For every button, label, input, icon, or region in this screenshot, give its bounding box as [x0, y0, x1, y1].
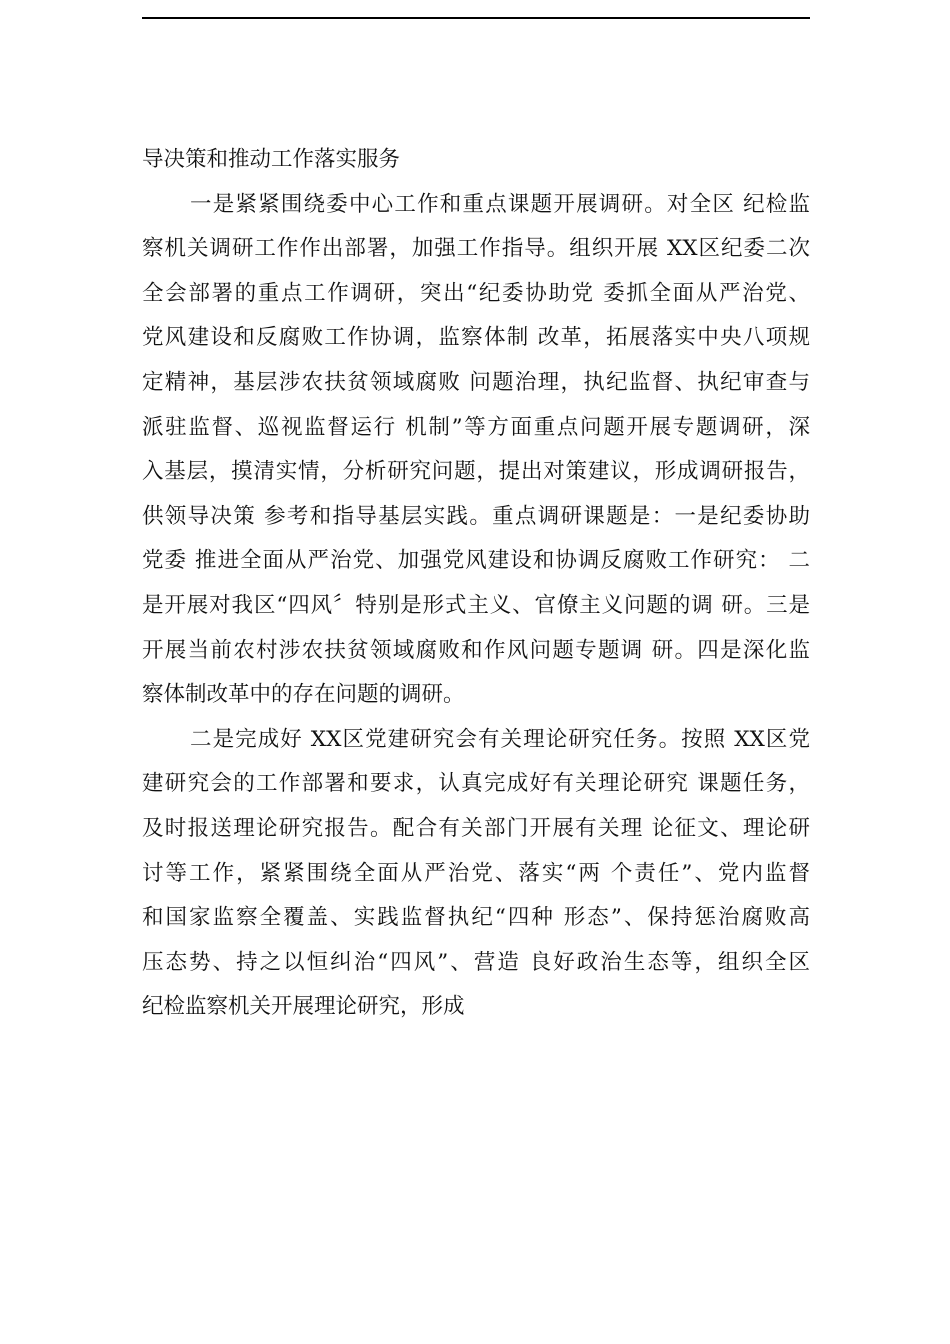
text-line: 建研究会的工作部署和要求，认真完成好有关理论研究 课题任务， [142, 771, 810, 797]
document-body [142, 138, 810, 1030]
text-line: 二是完成好 XX区党建研究会有关理论研究任务。按照 XX区党 [190, 726, 810, 752]
text-line: 一是紧紧围绕委中心工作和重点课题开展调研。对全区 纪检监 [190, 191, 810, 217]
text-line: 察机关调研工作作出部署，加强工作指导。组织开展 XX区纪委二次 [142, 236, 810, 262]
text-line: 及时报送理论研究报告。配合有关部门开展有关理 论征文、理论研 [142, 815, 810, 841]
header-rule [142, 17, 810, 19]
text-line: 是开展对我区“四风〞特别是形式主义、官僚主义问题的调 研。三是 [142, 592, 810, 618]
text-line: 导决策和推动工作落实服务 [142, 147, 401, 172]
text-line: 定精神，基层涉农扶贫领域腐败 问题治理，执纪监督、执纪审查与 [142, 369, 810, 395]
text-line: 全会部署的重点工作调研，突出“纪委协助党 委抓全面从严治党、 [142, 280, 810, 306]
text-line: 入基层，摸清实情，分析研究问题，提出对策建议，形成调研报告， [142, 459, 810, 485]
text-line: 党委 推进全面从严治党、加强党风建设和协调反腐败工作研究： 二 [142, 548, 810, 574]
text-line: 讨等工作，紧紧围绕全面从严治党、落实“两 个责任”、党内监督 [142, 860, 810, 886]
text-line: 党风建设和反腐败工作协调，监察体制 改革，拓展落实中央八项规 [142, 325, 810, 351]
text-line: 压态势、持之以恒纠治“四风”、营造 良好政治生态等，组织全区 [142, 949, 810, 975]
text-line: 纪检监察机关开展理论研究，形成 [142, 994, 465, 1020]
text-line: 和国家监察全覆盖、实践监督执纪“四种 形态”、保持惩治腐败高 [142, 905, 810, 931]
text-line: 察体制改革中的存在问题的调研。 [142, 682, 465, 708]
text-line: 开展当前农村涉农扶贫领域腐败和作风问题专题调 研。四是深化监 [142, 637, 810, 663]
text-line: 供领导决策 参考和指导基层实践。重点调研课题是：一是纪委协助 [142, 503, 810, 529]
text-line: 派驻监督、巡视监督运行 机制”等方面重点问题开展专题调研，深 [142, 414, 810, 440]
